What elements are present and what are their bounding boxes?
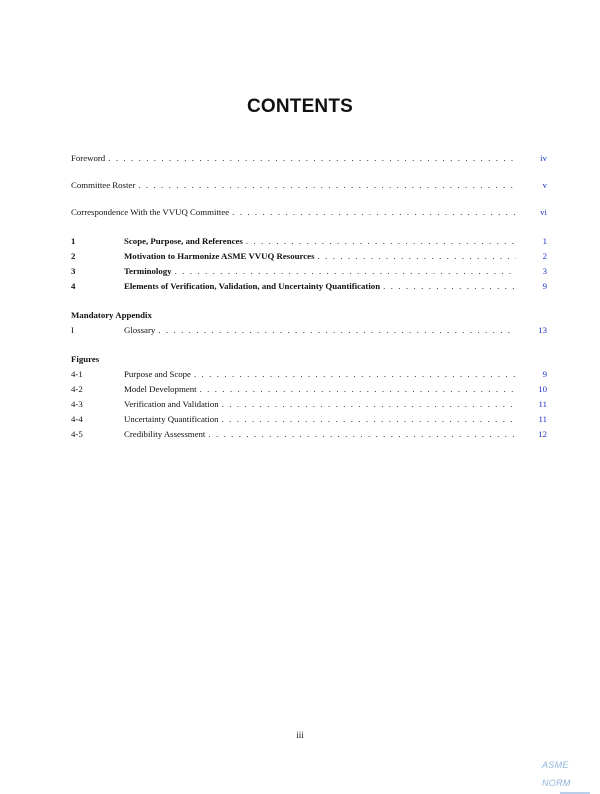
- table-of-contents: [71, 151, 547, 442]
- dot-leader: [318, 249, 517, 264]
- toc-label: Motivation to Harmonize ASME VVUQ Resources: [124, 251, 315, 261]
- toc-entry-figure-4-3[interactable]: [71, 397, 547, 412]
- toc-page-link[interactable]: 3: [542, 266, 547, 276]
- toc-entry-figure-4-1[interactable]: [71, 367, 547, 382]
- toc-number: 4-5: [71, 429, 83, 439]
- toc-number: 4-1: [71, 369, 83, 379]
- watermark-logo: [542, 755, 600, 788]
- toc-page-link[interactable]: 9: [542, 369, 547, 379]
- dot-leader: [222, 412, 516, 427]
- toc-label: Verification and Validation: [124, 399, 219, 409]
- toc-entry-figure-4-2[interactable]: [71, 382, 547, 397]
- figures-heading: Figures: [71, 354, 100, 364]
- dot-leader: [200, 382, 516, 397]
- toc-entry-chapter-2[interactable]: [71, 249, 547, 264]
- toc-entry-figure-4-4[interactable]: [71, 412, 547, 427]
- toc-entry-chapter-4[interactable]: [71, 279, 547, 294]
- toc-entry-appendix-i[interactable]: [71, 323, 547, 338]
- toc-page-link[interactable]: 9: [542, 281, 547, 291]
- toc-entry-correspondence[interactable]: [71, 205, 547, 220]
- dot-leader: [175, 264, 516, 279]
- dot-leader: [108, 151, 516, 166]
- dot-leader: [194, 367, 516, 382]
- toc-label: Uncertainty Quantification: [124, 414, 219, 424]
- page-number: iii: [296, 730, 304, 740]
- dot-leader: [232, 205, 516, 220]
- toc-number: 4-3: [71, 399, 83, 409]
- toc-page-link[interactable]: 12: [538, 429, 547, 439]
- dot-leader: [208, 427, 516, 442]
- toc-label: Committee Roster: [71, 180, 136, 190]
- dot-leader: [383, 279, 516, 294]
- watermark-text: ASME NORM: [542, 760, 571, 788]
- toc-page-link[interactable]: vi: [540, 207, 547, 217]
- toc-label: Foreword: [71, 153, 106, 163]
- toc-entry-chapter-3[interactable]: [71, 264, 547, 279]
- appendix-heading: Mandatory Appendix: [71, 310, 152, 320]
- toc-label: Terminology: [124, 266, 172, 276]
- dot-leader: [138, 178, 516, 193]
- toc-label: Purpose and Scope: [124, 369, 191, 379]
- toc-page-link[interactable]: 1: [542, 236, 547, 246]
- toc-number: 4-4: [71, 414, 83, 424]
- toc-page-link[interactable]: 11: [538, 414, 547, 424]
- toc-label: Credibility Assessment: [124, 429, 206, 439]
- dot-leader: [222, 397, 516, 412]
- toc-number: 4: [71, 281, 76, 291]
- toc-label: Scope, Purpose, and References: [124, 236, 243, 246]
- toc-page-link[interactable]: iv: [540, 153, 547, 163]
- toc-entry-committee-roster[interactable]: [71, 178, 547, 193]
- dot-leader: [246, 234, 516, 249]
- toc-page-link[interactable]: v: [542, 180, 547, 190]
- toc-label: Glossary: [124, 325, 156, 335]
- toc-entry-chapter-1[interactable]: [71, 234, 547, 249]
- toc-entry-foreword[interactable]: [71, 151, 547, 166]
- toc-page-link[interactable]: 13: [538, 325, 547, 335]
- toc-page-link[interactable]: 11: [538, 399, 547, 409]
- toc-page-link[interactable]: 10: [538, 384, 547, 394]
- toc-number: 4-2: [71, 384, 83, 394]
- toc-number: 2: [71, 251, 76, 261]
- toc-number: 3: [71, 266, 76, 276]
- toc-label: Elements of Verification, Validation, and Uncertainty Quantification: [124, 281, 381, 291]
- toc-page-link[interactable]: 2: [542, 251, 547, 261]
- dot-leader: [158, 323, 516, 338]
- page-title: CONTENTS: [246, 96, 354, 117]
- toc-number: 1: [71, 236, 76, 246]
- toc-label: Correspondence With the VVUQ Committee: [71, 207, 230, 217]
- toc-label: Model Development: [124, 384, 197, 394]
- toc-number: I: [71, 325, 74, 335]
- toc-entry-figure-4-5[interactable]: [71, 427, 547, 442]
